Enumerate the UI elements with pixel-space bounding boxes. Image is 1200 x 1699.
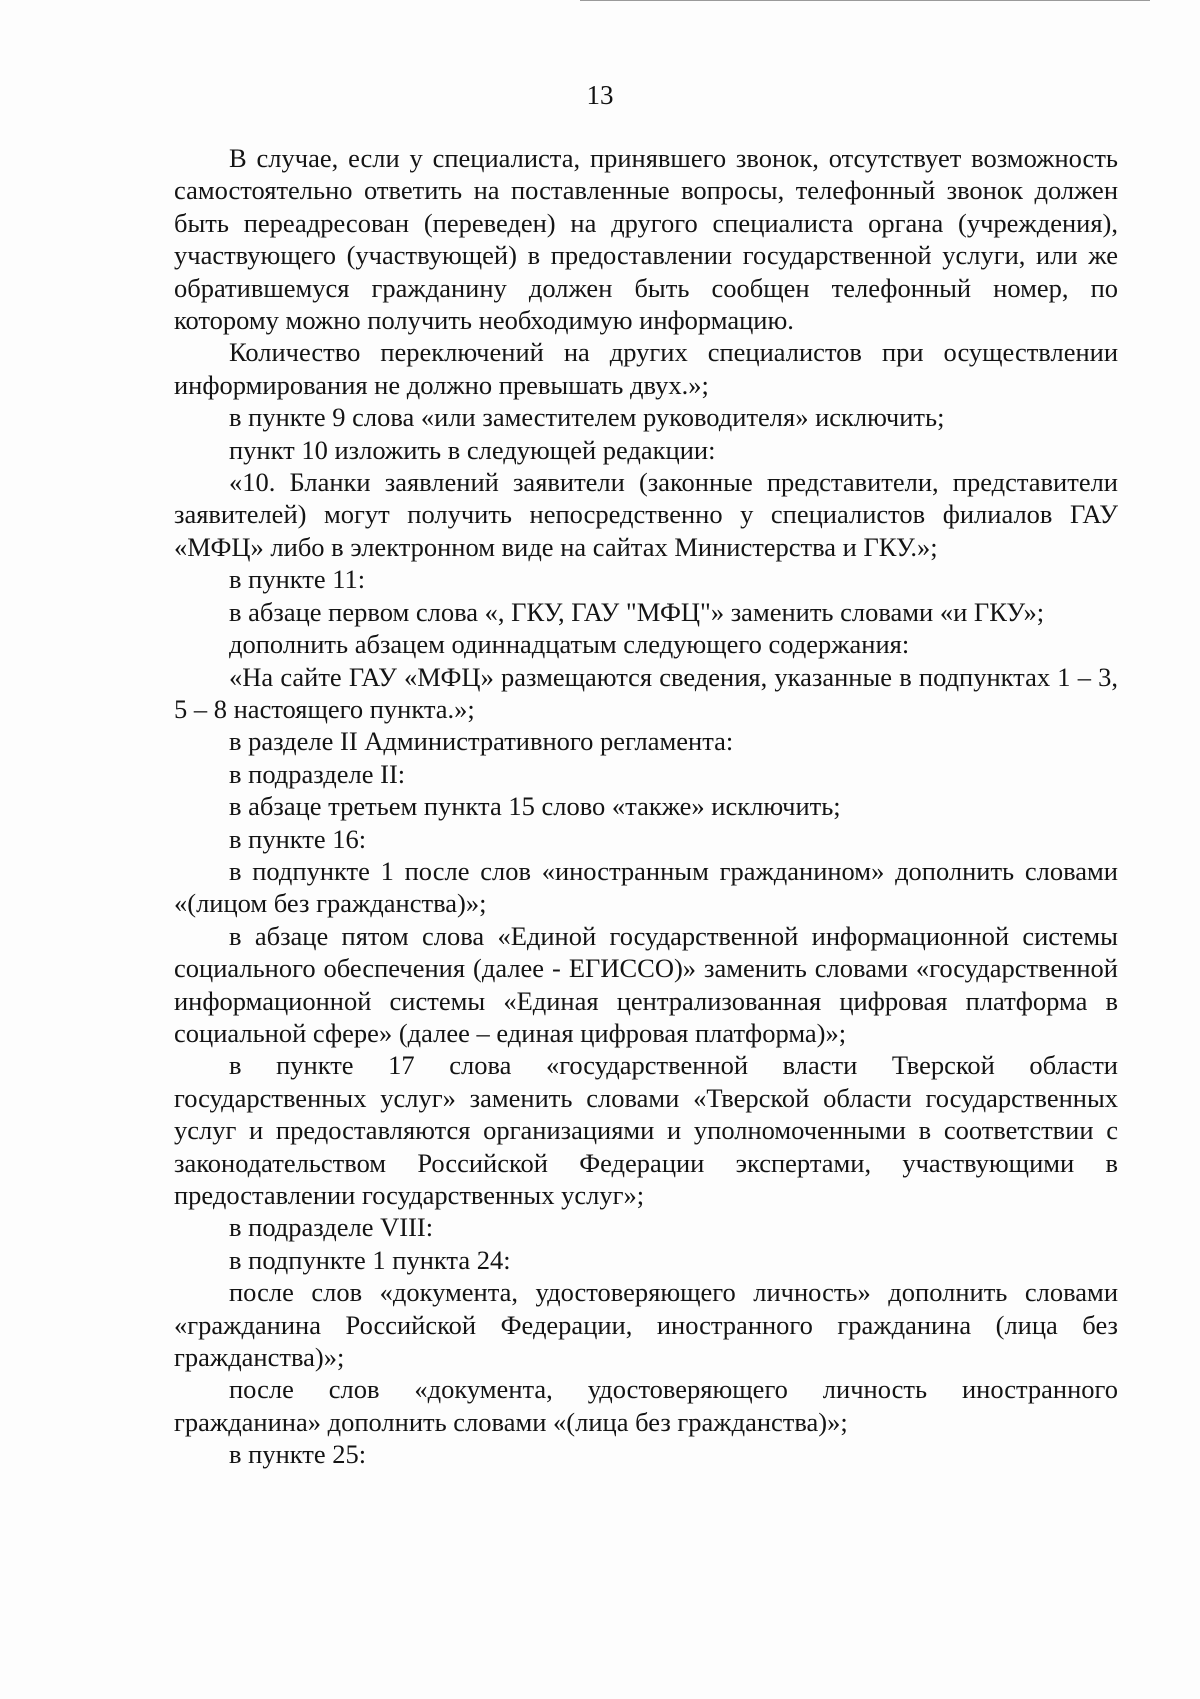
paragraph: в подпункте 1 после слов «иностранным гражданином» дополнить словами «(лицом без гражданства)»; xyxy=(174,855,1118,919)
paragraph: Количество переключений на других специалистов при осуществлении информирования не должно превышать двух.»; xyxy=(174,337,1118,400)
paragraph: в пункте 11: xyxy=(229,564,366,595)
paragraph: «На сайте ГАУ «МФЦ» размещаются сведения, указанные в подпунктах 1 – 3, 5 – 8 настоящего пункта.»; xyxy=(174,661,1118,724)
paragraph: в абзаце третьем пункта 15 слово «также» исключить; xyxy=(229,791,841,822)
paragraph: в подразделе II: xyxy=(229,758,406,789)
paragraph: после слов «документа, удостоверяющего личность» дополнить словами «гражданина Российской Федерации, иностранного гражданина (лица без гражданства)»; xyxy=(174,1277,1118,1373)
scan-edge-line xyxy=(580,0,1150,1)
paragraph: в подразделе VIII: xyxy=(229,1212,434,1243)
document-body xyxy=(174,142,1118,1471)
paragraph: «10. Бланки заявлений заявители (законные представители, представители заявителей) могут получить непосредственно у специалистов филиалов ГАУ «МФЦ» либо в электронном виде на сайтах Министерства и ГКУ.»; xyxy=(174,467,1118,562)
paragraph: дополнить абзацем одиннадцатым следующего содержания: xyxy=(229,629,910,660)
paragraph: пункт 10 изложить в следующей редакции: xyxy=(229,434,716,465)
paragraph: в абзаце пятом слова «Единой государственной информационной системы социального обеспечения (далее - ЕГИССО)» заменить словами «государственной информационной системы «Единая централизованная цифровая платформа в социальной сфере» (далее – единая цифровая платформа)»; xyxy=(174,920,1118,1048)
paragraph: в пункте 25: xyxy=(229,1439,367,1470)
paragraph: в пункте 9 слова «или заместителем руководителя» исключить; xyxy=(229,402,945,433)
page-number: 13 xyxy=(586,80,614,110)
paragraph: в подпункте 1 пункта 24: xyxy=(229,1244,511,1275)
paragraph: в разделе II Административного регламента: xyxy=(229,726,734,757)
paragraph: в пункте 17 слова «государственной власти Тверской области государственных услуг» заменить словами «Тверской области государственных услуг и предоставляются организациями и уполномоченными в соответствии с законодательством Российской Федерации экспертами, участвующими в предоставлении государственных услуг»; xyxy=(174,1050,1118,1210)
paragraph: В случае, если у специалиста, принявшего звонок, отсутствует возможность самостоятельно ответить на поставленные вопросы, телефонный звонок должен быть переадресован (переведен) на другого специалиста органа (учреждения), участвующего (участвующей) в предоставлении государственной услуги, или же обратившемуся гражданину должен быть сообщен телефонный номер, по которому можно получить необходимую информацию. xyxy=(174,143,1118,336)
paragraph: после слов «документа, удостоверяющего личность иностранного гражданина» дополнить словами «(лица без гражданства)»; xyxy=(174,1374,1118,1437)
paragraph: в абзаце первом слова «, ГКУ, ГАУ "МФЦ"» заменить словами «и ГКУ»; xyxy=(229,596,1045,627)
paragraph: в пункте 16: xyxy=(229,823,367,854)
